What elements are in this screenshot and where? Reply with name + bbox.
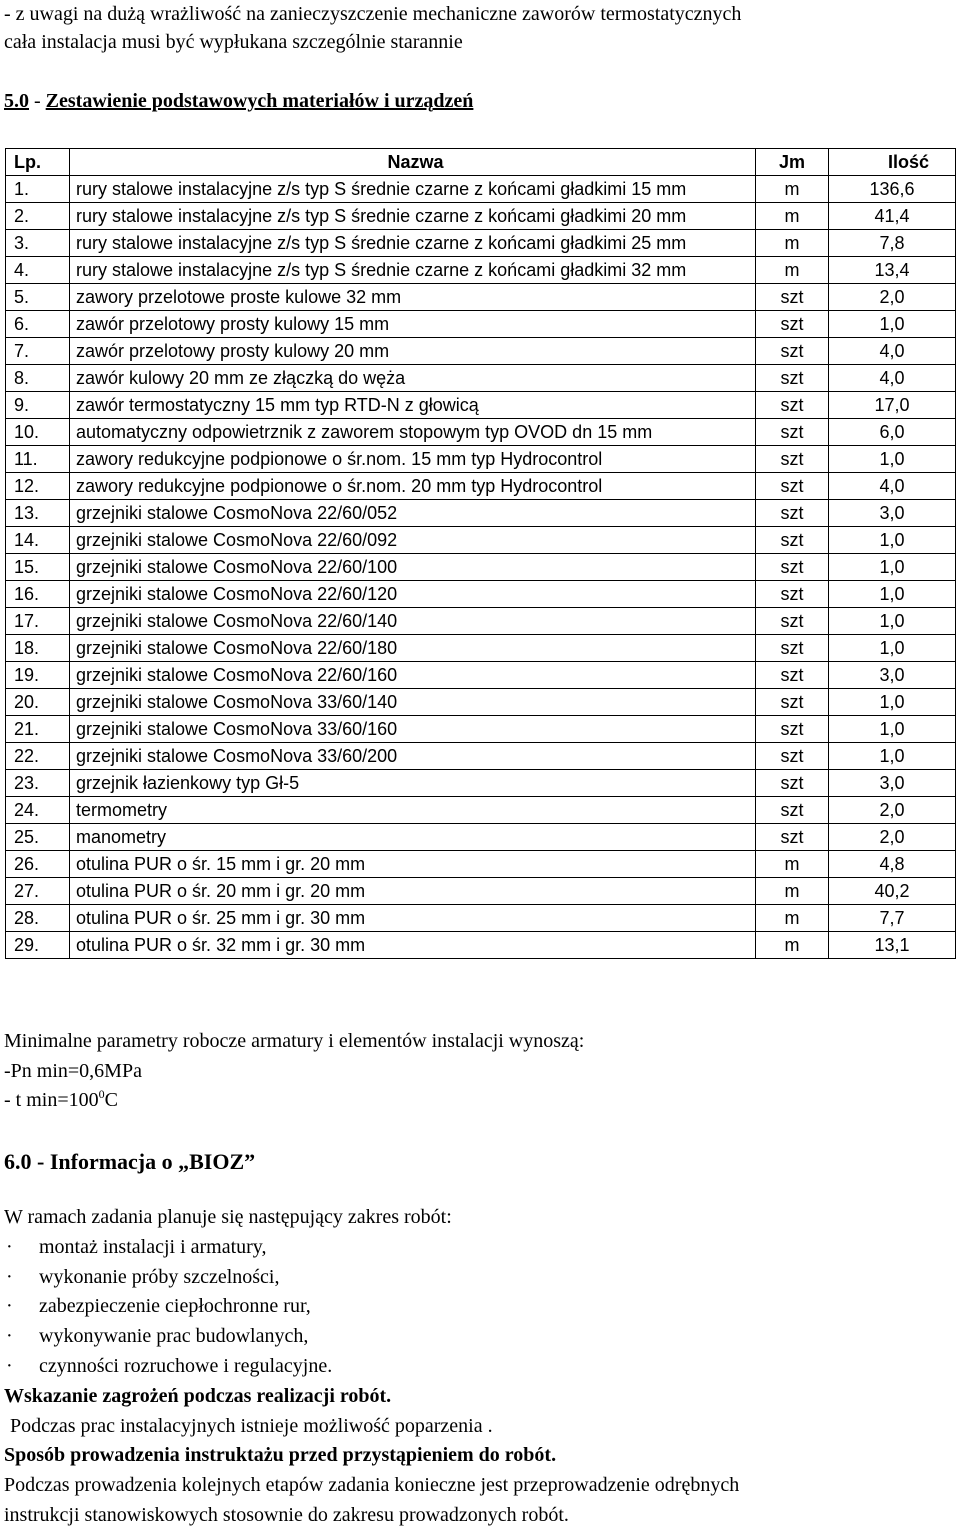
list-item	[4, 1233, 954, 1263]
hazards-text: Podczas prac instalacyjnych istnieje możliwość poparzenia .	[10, 1414, 493, 1437]
row-lp: 7.	[6, 338, 70, 365]
row-lp: 27.	[6, 878, 70, 905]
header-jm: Jm	[756, 149, 829, 176]
instruction-line-2: instrukcji stanowiskowych stosownie do zakresu prowadzonych robót.	[4, 1503, 569, 1526]
row-name: zawór termostatyczny 15 mm typ RTD-N z głowicą	[70, 392, 756, 419]
bullet-icon: ·	[6, 1354, 13, 1377]
row-jm: szt	[756, 473, 829, 500]
row-qty: 4,0	[829, 473, 956, 500]
row-lp: 29.	[6, 932, 70, 959]
row-lp: 15.	[6, 554, 70, 581]
list-item-text: zabezpieczenie ciepłochronne rur,	[39, 1295, 311, 1318]
parameters-heading: Minimalne parametry robocze armatury i elementów instalacji wynoszą:	[4, 1030, 585, 1052]
row-jm: m	[756, 905, 829, 932]
row-name: otulina PUR o śr. 20 mm i gr. 20 mm	[70, 878, 756, 905]
row-jm: szt	[756, 797, 829, 824]
row-name: grzejniki stalowe CosmoNova 22/60/052	[70, 500, 756, 527]
row-qty: 3,0	[829, 500, 956, 527]
header-qty: Ilość	[829, 149, 956, 176]
row-qty: 1,0	[829, 554, 956, 581]
row-name: grzejnik łazienkowy typ Gł-5	[70, 770, 756, 797]
section-5-heading	[4, 87, 473, 115]
row-jm: szt	[756, 338, 829, 365]
row-name: otulina PUR o śr. 32 mm i gr. 30 mm	[70, 932, 756, 959]
row-lp: 2.	[6, 203, 70, 230]
row-qty: 4,0	[829, 338, 956, 365]
row-name: grzejniki stalowe CosmoNova 22/60/140	[70, 608, 756, 635]
row-name: rury stalowe instalacyjne z/s typ S średnie czarne z końcami gładkimi 25 mm	[70, 230, 756, 257]
row-lp: 17.	[6, 608, 70, 635]
list-item-text: czynności rozruchowe i regulacyjne.	[39, 1354, 333, 1377]
row-lp: 26.	[6, 851, 70, 878]
table-row	[6, 230, 956, 257]
row-jm: m	[756, 878, 829, 905]
table-row	[6, 851, 956, 878]
section-6-heading: 6.0 - Informacja o „BIOZ”	[4, 1149, 256, 1174]
row-name: rury stalowe instalacyjne z/s typ S średnie czarne z końcami gładkimi 15 mm	[70, 176, 756, 203]
row-jm: szt	[756, 311, 829, 338]
list-item	[4, 1292, 954, 1322]
row-name: zawory redukcyjne podpionowe o śr.nom. 15 mm typ Hydrocontrol	[70, 446, 756, 473]
table-row	[6, 284, 956, 311]
table-row	[6, 419, 956, 446]
row-lp: 6.	[6, 311, 70, 338]
row-name: grzejniki stalowe CosmoNova 22/60/160	[70, 662, 756, 689]
row-name: zawory redukcyjne podpionowe o śr.nom. 20 mm typ Hydrocontrol	[70, 473, 756, 500]
row-lp: 23.	[6, 770, 70, 797]
table-row	[6, 824, 956, 851]
row-jm: szt	[756, 419, 829, 446]
table-row	[6, 932, 956, 959]
row-jm: szt	[756, 527, 829, 554]
row-qty: 1,0	[829, 527, 956, 554]
table-row	[6, 527, 956, 554]
row-jm: m	[756, 257, 829, 284]
table-row	[6, 743, 956, 770]
bullet-icon: ·	[6, 1325, 13, 1348]
row-jm: szt	[756, 365, 829, 392]
row-name: otulina PUR o śr. 15 mm i gr. 20 mm	[70, 851, 756, 878]
intro-line-2: cała instalacja musi być wypłukana szczególnie starannie	[4, 31, 463, 53]
row-jm: szt	[756, 554, 829, 581]
row-name: automatyczny odpowietrznik z zaworem stopowym typ OVOD dn 15 mm	[70, 419, 756, 446]
bullet-icon: ·	[6, 1235, 13, 1258]
row-lp: 16.	[6, 581, 70, 608]
parameter-t	[4, 1086, 584, 1116]
row-name: rury stalowe instalacyjne z/s typ S średnie czarne z końcami gładkimi 32 mm	[70, 257, 756, 284]
row-jm: szt	[756, 446, 829, 473]
row-jm: szt	[756, 284, 829, 311]
row-name: grzejniki stalowe CosmoNova 33/60/200	[70, 743, 756, 770]
row-name: grzejniki stalowe CosmoNova 33/60/160	[70, 716, 756, 743]
row-lp: 25.	[6, 824, 70, 851]
row-qty: 1,0	[829, 716, 956, 743]
list-item	[4, 1322, 954, 1352]
row-name: grzejniki stalowe CosmoNova 22/60/100	[70, 554, 756, 581]
bullet-icon: ·	[6, 1295, 13, 1318]
materials-table	[5, 148, 956, 959]
row-lp: 28.	[6, 905, 70, 932]
row-name: zawory przelotowe proste kulowe 32 mm	[70, 284, 756, 311]
row-lp: 5.	[6, 284, 70, 311]
row-name: zawór przelotowy prosty kulowy 20 mm	[70, 338, 756, 365]
parameters-block	[4, 1027, 584, 1116]
row-qty: 7,7	[829, 905, 956, 932]
row-jm: szt	[756, 500, 829, 527]
table-row	[6, 878, 956, 905]
row-name: zawór kulowy 20 mm ze złączką do węża	[70, 365, 756, 392]
row-lp: 11.	[6, 446, 70, 473]
list-item-text: montaż instalacji i armatury,	[39, 1235, 267, 1258]
row-qty: 2,0	[829, 284, 956, 311]
row-lp: 13.	[6, 500, 70, 527]
row-jm: m	[756, 176, 829, 203]
row-lp: 10.	[6, 419, 70, 446]
row-lp: 3.	[6, 230, 70, 257]
table-row	[6, 797, 956, 824]
intro-text	[4, 0, 954, 56]
row-jm: szt	[756, 689, 829, 716]
row-jm: szt	[756, 824, 829, 851]
row-qty: 1,0	[829, 311, 956, 338]
row-qty: 1,0	[829, 635, 956, 662]
row-qty: 40,2	[829, 878, 956, 905]
row-lp: 14.	[6, 527, 70, 554]
table-row	[6, 473, 956, 500]
row-jm: szt	[756, 392, 829, 419]
bullet-icon: ·	[6, 1265, 13, 1288]
table-row	[6, 689, 956, 716]
table-row	[6, 203, 956, 230]
section-5-separator: -	[34, 90, 41, 112]
row-qty: 3,0	[829, 662, 956, 689]
table-row	[6, 338, 956, 365]
list-item	[4, 1263, 954, 1293]
parameter-t-superscript: 0	[98, 1087, 105, 1101]
row-qty: 13,1	[829, 932, 956, 959]
table-row	[6, 500, 956, 527]
instruction-heading: Sposób prowadzenia instruktażu przed przystąpieniem do robót.	[4, 1444, 557, 1467]
table-row	[6, 365, 956, 392]
table-row	[6, 608, 956, 635]
parameter-t-prefix: - t min=100	[4, 1089, 99, 1111]
hazards-heading: Wskazanie zagrożeń podczas realizacji robót.	[4, 1384, 392, 1407]
table-header-row	[6, 149, 956, 176]
row-name: grzejniki stalowe CosmoNova 33/60/140	[70, 689, 756, 716]
table-row	[6, 446, 956, 473]
materials-table-body	[6, 176, 956, 959]
section-5-title: Zestawienie podstawowych materiałów i urządzeń	[45, 90, 474, 112]
row-name: rury stalowe instalacyjne z/s typ S średnie czarne z końcami gładkimi 20 mm	[70, 203, 756, 230]
row-lp: 21.	[6, 716, 70, 743]
header-lp: Lp.	[6, 149, 70, 176]
row-qty: 41,4	[829, 203, 956, 230]
section-5-number: 5.0	[4, 90, 29, 112]
bioz-intro: W ramach zadania planuje się następujący zakres robót:	[4, 1206, 452, 1228]
row-jm: szt	[756, 608, 829, 635]
row-name: grzejniki stalowe CosmoNova 22/60/120	[70, 581, 756, 608]
table-row	[6, 662, 956, 689]
list-item-text: wykonywanie prac budowlanych,	[39, 1325, 309, 1348]
table-row	[6, 176, 956, 203]
row-qty: 7,8	[829, 230, 956, 257]
row-qty: 1,0	[829, 608, 956, 635]
row-qty: 2,0	[829, 824, 956, 851]
row-jm: szt	[756, 581, 829, 608]
table-row	[6, 716, 956, 743]
list-item-text: wykonanie próby szczelności,	[39, 1265, 280, 1288]
bioz-block	[4, 1203, 954, 1531]
table-row	[6, 257, 956, 284]
table-row	[6, 635, 956, 662]
row-qty: 136,6	[829, 176, 956, 203]
row-name: grzejniki stalowe CosmoNova 22/60/180	[70, 635, 756, 662]
row-name: otulina PUR o śr. 25 mm i gr. 30 mm	[70, 905, 756, 932]
works-list	[4, 1233, 954, 1382]
row-jm: m	[756, 851, 829, 878]
row-lp: 24.	[6, 797, 70, 824]
row-lp: 1.	[6, 176, 70, 203]
row-qty: 1,0	[829, 581, 956, 608]
row-jm: m	[756, 203, 829, 230]
row-name: manometry	[70, 824, 756, 851]
parameter-t-unit: C	[104, 1089, 118, 1111]
row-qty: 6,0	[829, 419, 956, 446]
table-row	[6, 770, 956, 797]
table-row	[6, 311, 956, 338]
row-jm: szt	[756, 743, 829, 770]
row-qty: 13,4	[829, 257, 956, 284]
row-qty: 17,0	[829, 392, 956, 419]
row-qty: 1,0	[829, 743, 956, 770]
row-lp: 18.	[6, 635, 70, 662]
row-qty: 2,0	[829, 797, 956, 824]
row-name: termometry	[70, 797, 756, 824]
row-lp: 8.	[6, 365, 70, 392]
row-qty: 4,0	[829, 365, 956, 392]
row-jm: m	[756, 932, 829, 959]
row-qty: 3,0	[829, 770, 956, 797]
row-jm: szt	[756, 770, 829, 797]
row-name: zawór przelotowy prosty kulowy 15 mm	[70, 311, 756, 338]
row-lp: 12.	[6, 473, 70, 500]
row-jm: szt	[756, 716, 829, 743]
list-item	[4, 1352, 954, 1382]
row-jm: szt	[756, 662, 829, 689]
row-qty: 1,0	[829, 689, 956, 716]
table-row	[6, 392, 956, 419]
row-lp: 4.	[6, 257, 70, 284]
row-jm: m	[756, 230, 829, 257]
header-name: Nazwa	[70, 149, 756, 176]
row-jm: szt	[756, 635, 829, 662]
table-row	[6, 554, 956, 581]
row-lp: 20.	[6, 689, 70, 716]
row-lp: 9.	[6, 392, 70, 419]
parameter-pn: -Pn min=0,6MPa	[4, 1059, 142, 1082]
row-qty: 4,8	[829, 851, 956, 878]
table-row	[6, 581, 956, 608]
row-qty: 1,0	[829, 446, 956, 473]
instruction-line-1: Podczas prowadzenia kolejnych etapów zadania konieczne jest przeprowadzenie odrębnych	[4, 1474, 740, 1497]
intro-line-1: - z uwagi na dużą wrażliwość na zanieczyszczenie mechaniczne zaworów termostatycznych	[4, 3, 742, 25]
row-lp: 22.	[6, 743, 70, 770]
table-row	[6, 905, 956, 932]
row-name: grzejniki stalowe CosmoNova 22/60/092	[70, 527, 756, 554]
row-lp: 19.	[6, 662, 70, 689]
